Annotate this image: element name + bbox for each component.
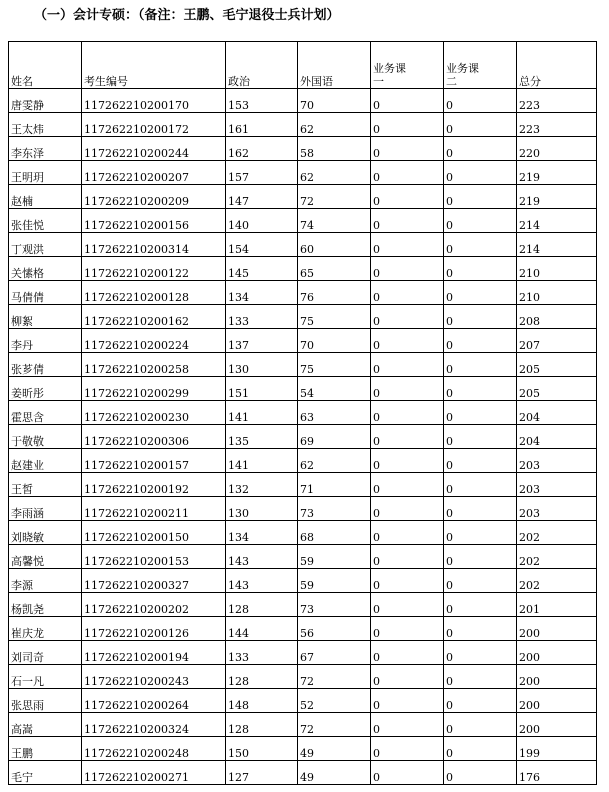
cell-foreign-language: 67: [298, 641, 371, 665]
table-row: [9, 89, 597, 113]
cell-exam-no: 117262210200248: [82, 737, 226, 761]
cell-foreign-language: 69: [298, 425, 371, 449]
cell-politics: 130: [226, 497, 298, 521]
cell-foreign-language: 68: [298, 521, 371, 545]
score-table: [8, 41, 597, 785]
cell-foreign-language: 56: [298, 617, 371, 641]
column-header-foreign-language: 外国语: [298, 42, 371, 89]
cell-total: 214: [517, 209, 597, 233]
cell-foreign-language: 62: [298, 113, 371, 137]
cell-course-1: 0: [371, 305, 444, 329]
cell-name: 马倩倩: [9, 281, 82, 305]
cell-foreign-language: 70: [298, 329, 371, 353]
cell-course-1: 0: [371, 89, 444, 113]
cell-name: 石一凡: [9, 665, 82, 689]
cell-course-1: 0: [371, 713, 444, 737]
table-row: [9, 137, 597, 161]
cell-total: 219: [517, 185, 597, 209]
cell-course-2: 0: [444, 281, 517, 305]
cell-course-1: 0: [371, 569, 444, 593]
cell-course-1: 0: [371, 545, 444, 569]
cell-course-1: 0: [371, 185, 444, 209]
cell-course-2: 0: [444, 233, 517, 257]
cell-name: 王鹏: [9, 737, 82, 761]
cell-course-2: 0: [444, 521, 517, 545]
cell-exam-no: 117262210200172: [82, 113, 226, 137]
cell-name: 于敬敬: [9, 425, 82, 449]
cell-total: 214: [517, 233, 597, 257]
cell-foreign-language: 52: [298, 689, 371, 713]
cell-foreign-language: 49: [298, 761, 371, 785]
cell-exam-no: 117262210200327: [82, 569, 226, 593]
column-header-course-1-line2: 一: [373, 75, 384, 88]
cell-foreign-language: 75: [298, 305, 371, 329]
cell-course-1: 0: [371, 233, 444, 257]
cell-politics: 148: [226, 689, 298, 713]
cell-total: 200: [517, 617, 597, 641]
cell-foreign-language: 62: [298, 161, 371, 185]
cell-total: 202: [517, 521, 597, 545]
cell-foreign-language: 59: [298, 545, 371, 569]
cell-politics: 133: [226, 641, 298, 665]
table-row: [9, 713, 597, 737]
cell-course-1: 0: [371, 665, 444, 689]
table-row: [9, 497, 597, 521]
cell-course-1: 0: [371, 377, 444, 401]
cell-exam-no: 117262210200211: [82, 497, 226, 521]
cell-politics: 143: [226, 545, 298, 569]
cell-politics: 157: [226, 161, 298, 185]
cell-course-2: 0: [444, 761, 517, 785]
cell-total: 202: [517, 569, 597, 593]
cell-total: 208: [517, 305, 597, 329]
cell-course-2: 0: [444, 569, 517, 593]
table-row: [9, 449, 597, 473]
cell-exam-no: 117262210200153: [82, 545, 226, 569]
cell-foreign-language: 58: [298, 137, 371, 161]
cell-course-1: 0: [371, 497, 444, 521]
cell-name: 李丹: [9, 329, 82, 353]
cell-name: 霍思含: [9, 401, 82, 425]
cell-foreign-language: 74: [298, 209, 371, 233]
cell-total: 203: [517, 473, 597, 497]
cell-total: 200: [517, 689, 597, 713]
cell-politics: 128: [226, 713, 298, 737]
table-row: [9, 521, 597, 545]
cell-total: 220: [517, 137, 597, 161]
column-header-course-2-line2: 二: [446, 75, 457, 88]
cell-course-1: 0: [371, 761, 444, 785]
cell-course-2: 0: [444, 449, 517, 473]
cell-course-2: 0: [444, 161, 517, 185]
column-header-exam-no: 考生编号: [82, 42, 226, 89]
cell-course-2: 0: [444, 209, 517, 233]
cell-foreign-language: 63: [298, 401, 371, 425]
cell-total: 210: [517, 257, 597, 281]
table-header-row: [9, 42, 597, 89]
cell-exam-no: 117262210200157: [82, 449, 226, 473]
cell-course-2: 0: [444, 305, 517, 329]
cell-name: 张佳悦: [9, 209, 82, 233]
cell-course-2: 0: [444, 353, 517, 377]
cell-course-1: 0: [371, 521, 444, 545]
cell-course-1: 0: [371, 401, 444, 425]
cell-foreign-language: 76: [298, 281, 371, 305]
cell-total: 210: [517, 281, 597, 305]
cell-politics: 132: [226, 473, 298, 497]
cell-exam-no: 117262210200258: [82, 353, 226, 377]
cell-exam-no: 117262210200126: [82, 617, 226, 641]
cell-exam-no: 117262210200192: [82, 473, 226, 497]
cell-foreign-language: 62: [298, 449, 371, 473]
cell-name: 张芗倩: [9, 353, 82, 377]
cell-politics: 145: [226, 257, 298, 281]
cell-exam-no: 117262210200243: [82, 665, 226, 689]
cell-name: 王皙: [9, 473, 82, 497]
cell-course-1: 0: [371, 425, 444, 449]
table-row: [9, 377, 597, 401]
cell-name: 毛宁: [9, 761, 82, 785]
cell-course-1: 0: [371, 593, 444, 617]
table-row: [9, 401, 597, 425]
table-row: [9, 185, 597, 209]
cell-name: 柳絮: [9, 305, 82, 329]
cell-exam-no: 117262210200244: [82, 137, 226, 161]
cell-politics: 153: [226, 89, 298, 113]
cell-name: 赵建业: [9, 449, 82, 473]
cell-course-1: 0: [371, 161, 444, 185]
cell-exam-no: 117262210200122: [82, 257, 226, 281]
table-row: [9, 593, 597, 617]
cell-total: 201: [517, 593, 597, 617]
cell-politics: 128: [226, 593, 298, 617]
cell-politics: 162: [226, 137, 298, 161]
cell-total: 202: [517, 545, 597, 569]
cell-foreign-language: 73: [298, 593, 371, 617]
cell-politics: 154: [226, 233, 298, 257]
cell-foreign-language: 65: [298, 257, 371, 281]
cell-exam-no: 117262210200264: [82, 689, 226, 713]
cell-foreign-language: 70: [298, 89, 371, 113]
cell-course-2: 0: [444, 617, 517, 641]
cell-name: 李源: [9, 569, 82, 593]
cell-name: 高嵩: [9, 713, 82, 737]
cell-foreign-language: 60: [298, 233, 371, 257]
table-row: [9, 257, 597, 281]
cell-total: 223: [517, 89, 597, 113]
cell-course-1: 0: [371, 473, 444, 497]
column-header-course-1-line1: 业务课: [373, 62, 406, 75]
table-row: [9, 473, 597, 497]
cell-total: 223: [517, 113, 597, 137]
cell-total: 200: [517, 713, 597, 737]
cell-politics: 147: [226, 185, 298, 209]
table-row: [9, 353, 597, 377]
cell-foreign-language: 54: [298, 377, 371, 401]
cell-name: 张思雨: [9, 689, 82, 713]
cell-total: 203: [517, 497, 597, 521]
cell-exam-no: 117262210200162: [82, 305, 226, 329]
cell-course-1: 0: [371, 617, 444, 641]
cell-politics: 140: [226, 209, 298, 233]
cell-politics: 151: [226, 377, 298, 401]
cell-course-1: 0: [371, 209, 444, 233]
cell-course-1: 0: [371, 329, 444, 353]
column-header-politics: 政治: [226, 42, 298, 89]
cell-total: 205: [517, 377, 597, 401]
cell-name: 王太炜: [9, 113, 82, 137]
cell-politics: 141: [226, 449, 298, 473]
cell-name: 李雨涵: [9, 497, 82, 521]
cell-course-1: 0: [371, 137, 444, 161]
cell-total: 200: [517, 665, 597, 689]
cell-total: 199: [517, 737, 597, 761]
cell-course-1: 0: [371, 257, 444, 281]
cell-foreign-language: 72: [298, 713, 371, 737]
table-row: [9, 545, 597, 569]
cell-name: 刘司奇: [9, 641, 82, 665]
cell-foreign-language: 72: [298, 665, 371, 689]
cell-exam-no: 117262210200170: [82, 89, 226, 113]
cell-foreign-language: 49: [298, 737, 371, 761]
cell-exam-no: 117262210200202: [82, 593, 226, 617]
cell-politics: 128: [226, 665, 298, 689]
cell-course-2: 0: [444, 377, 517, 401]
cell-total: 205: [517, 353, 597, 377]
cell-foreign-language: 75: [298, 353, 371, 377]
cell-name: 王明玥: [9, 161, 82, 185]
cell-course-1: 0: [371, 449, 444, 473]
cell-course-1: 0: [371, 281, 444, 305]
cell-politics: 144: [226, 617, 298, 641]
cell-name: 赵楠: [9, 185, 82, 209]
table-row: [9, 665, 597, 689]
cell-politics: 133: [226, 305, 298, 329]
column-header-course-2: [444, 42, 517, 89]
cell-exam-no: 117262210200306: [82, 425, 226, 449]
cell-course-2: 0: [444, 713, 517, 737]
cell-total: 204: [517, 425, 597, 449]
cell-politics: 143: [226, 569, 298, 593]
cell-name: 杨凯尧: [9, 593, 82, 617]
cell-exam-no: 117262210200299: [82, 377, 226, 401]
cell-course-2: 0: [444, 689, 517, 713]
table-row: [9, 113, 597, 137]
cell-name: 关愫格: [9, 257, 82, 281]
table-row: [9, 281, 597, 305]
cell-exam-no: 117262210200156: [82, 209, 226, 233]
cell-total: 207: [517, 329, 597, 353]
cell-politics: 134: [226, 281, 298, 305]
cell-exam-no: 117262210200128: [82, 281, 226, 305]
cell-politics: 134: [226, 521, 298, 545]
cell-name: 姜昕彤: [9, 377, 82, 401]
table-row: [9, 233, 597, 257]
cell-name: 崔庆龙: [9, 617, 82, 641]
table-row: [9, 569, 597, 593]
cell-course-2: 0: [444, 401, 517, 425]
column-header-total: 总分: [517, 42, 597, 89]
cell-course-2: 0: [444, 185, 517, 209]
table-row: [9, 161, 597, 185]
cell-course-2: 0: [444, 425, 517, 449]
table-row: [9, 209, 597, 233]
cell-exam-no: 117262210200230: [82, 401, 226, 425]
cell-course-2: 0: [444, 641, 517, 665]
cell-course-2: 0: [444, 257, 517, 281]
cell-course-2: 0: [444, 329, 517, 353]
cell-politics: 137: [226, 329, 298, 353]
cell-name: 高馨悦: [9, 545, 82, 569]
cell-exam-no: 117262210200209: [82, 185, 226, 209]
table-row: [9, 689, 597, 713]
cell-total: 204: [517, 401, 597, 425]
cell-course-2: 0: [444, 593, 517, 617]
cell-politics: 161: [226, 113, 298, 137]
cell-course-1: 0: [371, 737, 444, 761]
cell-foreign-language: 59: [298, 569, 371, 593]
page-heading: （一）会计专硕：（备注：王鹏、毛宁退役士兵计划）: [34, 8, 340, 23]
cell-name: 唐雯静: [9, 89, 82, 113]
cell-course-1: 0: [371, 689, 444, 713]
cell-exam-no: 117262210200150: [82, 521, 226, 545]
cell-course-2: 0: [444, 113, 517, 137]
cell-name: 丁观洪: [9, 233, 82, 257]
cell-politics: 135: [226, 425, 298, 449]
cell-exam-no: 117262210200194: [82, 641, 226, 665]
cell-course-1: 0: [371, 353, 444, 377]
cell-course-1: 0: [371, 113, 444, 137]
cell-foreign-language: 73: [298, 497, 371, 521]
cell-course-1: 0: [371, 641, 444, 665]
table-row: [9, 641, 597, 665]
cell-total: 203: [517, 449, 597, 473]
table-row: [9, 329, 597, 353]
cell-politics: 130: [226, 353, 298, 377]
cell-politics: 150: [226, 737, 298, 761]
cell-course-2: 0: [444, 473, 517, 497]
table-row: [9, 761, 597, 785]
column-header-name: 姓名: [9, 42, 82, 89]
table-row: [9, 737, 597, 761]
cell-course-2: 0: [444, 665, 517, 689]
cell-total: 176: [517, 761, 597, 785]
cell-total: 219: [517, 161, 597, 185]
cell-politics: 127: [226, 761, 298, 785]
column-header-course-1: [371, 42, 444, 89]
cell-foreign-language: 72: [298, 185, 371, 209]
table-row: [9, 617, 597, 641]
column-header-course-2-line1: 业务课: [446, 62, 479, 75]
cell-course-2: 0: [444, 497, 517, 521]
cell-total: 200: [517, 641, 597, 665]
table-row: [9, 305, 597, 329]
score-table-body: [9, 89, 597, 785]
cell-exam-no: 117262210200314: [82, 233, 226, 257]
table-row: [9, 425, 597, 449]
cell-politics: 141: [226, 401, 298, 425]
cell-exam-no: 117262210200324: [82, 713, 226, 737]
cell-name: 刘晓敏: [9, 521, 82, 545]
cell-course-2: 0: [444, 737, 517, 761]
cell-name: 李东泽: [9, 137, 82, 161]
cell-exam-no: 117262210200224: [82, 329, 226, 353]
cell-exam-no: 117262210200207: [82, 161, 226, 185]
cell-exam-no: 117262210200271: [82, 761, 226, 785]
cell-course-2: 0: [444, 89, 517, 113]
cell-course-2: 0: [444, 137, 517, 161]
cell-foreign-language: 71: [298, 473, 371, 497]
cell-course-2: 0: [444, 545, 517, 569]
